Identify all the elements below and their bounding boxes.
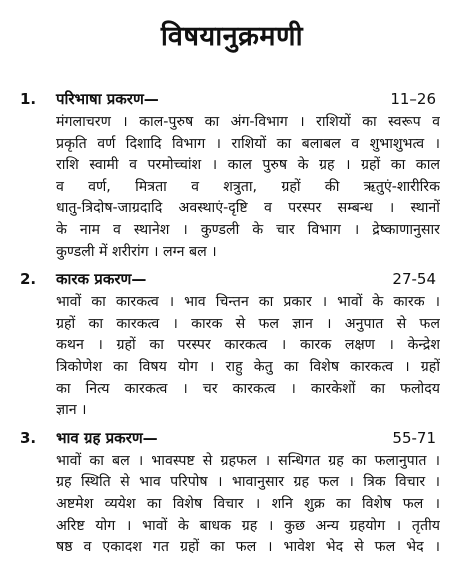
description-line: ग्रह स्थिति से भाव परिपोष । भावानुसार ग्रह फल । त्रिक विचार ।	[56, 474, 440, 491]
section-page-range: 55-71	[392, 428, 436, 447]
description-line: धातु-त्रिदोष-जाग्रदादि अवस्थाएं-दृष्टि व परस्पर सम्बन्ध । स्थानों	[56, 200, 440, 217]
section-description	[18, 112, 446, 263]
description-line: ज्ञान ।	[56, 402, 87, 419]
description-line: त्रिकोणेश का विषय योग । राहु केतु का विशेष कारकत्व । ग्रहों	[56, 358, 440, 375]
section-description	[18, 451, 446, 559]
toc-section-1	[18, 86, 446, 263]
description-line: प्रकृति वर्ण दिशादि विभाग । राशियों का बलाबल व शुभाशुभत्व ।	[56, 135, 440, 152]
description-line: अरिष्ट योग । भावों के बाधक ग्रह । कुछ अन्य ग्रहयोग । तृतीय	[56, 517, 440, 534]
description-line: कुण्डली में शरीरांग । लग्न बल ।	[56, 243, 217, 260]
description-line: के नाम व स्थानेश । कुण्डली के चार विभाग । द्रेष्काणानुसार	[56, 221, 440, 238]
section-number: 3.	[20, 428, 37, 447]
page-title: विषयानुक्रमणी	[160, 21, 304, 52]
description-line: व वर्ण, मित्रता व शत्रुता, ग्रहों की ऋतुएं-शारीरिक	[56, 178, 440, 195]
description-line: भावों का बल । भावस्पष्ट से ग्रहफल । सन्धिगत ग्रह का फलानुपात ।	[56, 452, 440, 469]
section-page-range: 27-54	[392, 270, 436, 289]
description-line: षष्ठ व एकादश गत ग्रहों का फल । भावेश भेद से फल भेद ।	[56, 539, 440, 556]
description-line: मंगलाचरण । काल-पुरुष का अंग-विभाग । राशियों का स्वरूप व	[56, 114, 440, 130]
section-number: 2.	[20, 270, 37, 289]
section-title: भाव ग्रह प्रकरण—	[56, 428, 158, 447]
section-heading	[18, 425, 446, 451]
section-heading	[18, 86, 446, 112]
toc-section-3	[18, 425, 446, 559]
section-page-range: 11–26	[390, 90, 436, 108]
description-line: ग्रहों का कारकत्व । कारक से फल ज्ञान । अनुपात से फल	[56, 315, 440, 332]
description-line: राशि स्वामी व परमोच्चांश । काल पुरुष के ग्रह । ग्रहों का काल	[56, 157, 440, 174]
section-description	[18, 292, 446, 422]
description-line: भावों का कारकत्व । भाव चिन्तन का प्रकार । भावों के कारक ।	[56, 294, 440, 311]
description-line: अष्टमेश व्ययेश का विशेष विचार । शनि शुक्र का विशेष फल ।	[56, 495, 440, 512]
section-heading	[18, 266, 446, 292]
section-title: कारक प्रकरण—	[56, 270, 147, 289]
toc-section-2	[18, 266, 446, 422]
description-line: कथन । ग्रहों का परस्पर कारकत्व । कारक लक्षण । केन्द्रेश	[56, 337, 440, 354]
section-title: परिभाषा प्रकरण—	[56, 90, 159, 108]
section-number: 1.	[20, 90, 37, 108]
description-line: का नित्य कारकत्व । चर कारकत्व । कारकेशों का फलोदय	[56, 380, 440, 397]
